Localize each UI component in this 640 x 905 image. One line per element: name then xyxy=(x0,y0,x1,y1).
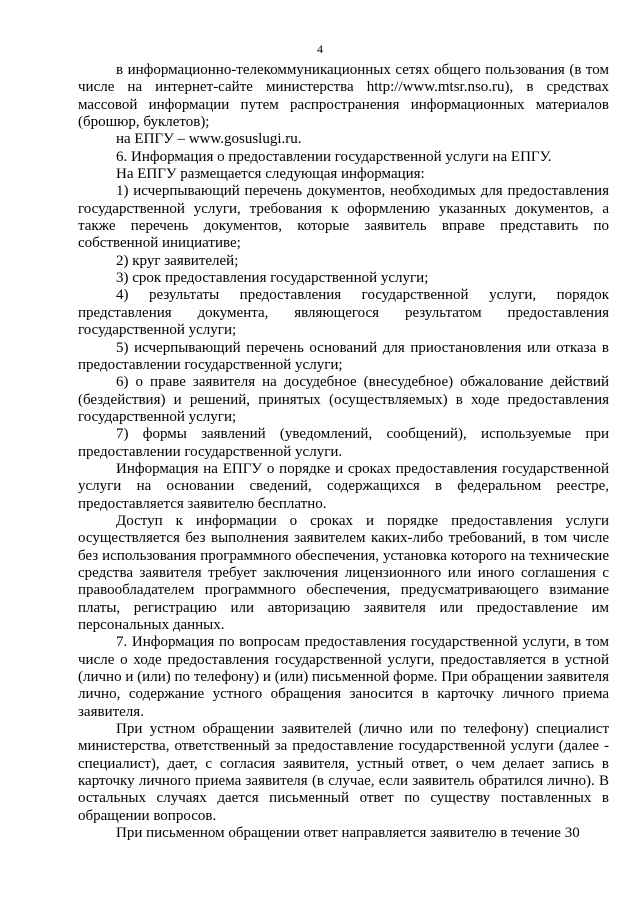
paragraph-free-info: Информация на ЕПГУ о порядке и сроках предоставления государственной услуги на основании сведений, содержащихся в федеральном реестре, предоставляется заявителю бесплатно. xyxy=(78,460,609,512)
list-item-6: 6) о праве заявителя на досудебное (внесудебное) обжалование действий (бездействия) и решений, принятых (осуществляемых) в ходе предоставления государственной услуги; xyxy=(78,374,609,425)
list-item-2: 2) круг заявителей; xyxy=(116,252,239,269)
paragraph-epgu-site: на ЕПГУ – www.gosuslugi.ru. xyxy=(116,131,302,148)
paragraph-info-channels: в информационно-телекоммуникационных сетях общего пользования (в том числе на интернет-сайте министерства http://www.mtsr.nso.ru), в средствах массовой информации путем распространения информационных материалов (брошюр, буклетов); xyxy=(78,62,609,131)
list-item-1: 1) исчерпывающий перечень документов, необходимых для предоставления государственной услуги, требования к оформлению указанных документов, а также перечень документов, которые заявитель вправе представить по собственной инициативе; xyxy=(78,183,609,252)
paragraph-epgu-list-intro: На ЕПГУ размещается следующая информация: xyxy=(116,166,425,183)
paragraph-oral-request: При устном обращении заявителей (лично или по телефону) специалист министерства, ответственный за предоставление государственной услуги (далее - специалист), дает, с согласия заявителя, устный ответ, о чем делает запись в карточку личного приема заявителя (в случае, если заявитель обратился лично). В остальных случаях дается письменный ответ по существу поставленных в обращении вопросов. xyxy=(78,721,609,824)
paragraph-written-request: При письменном обращении ответ направляется заявителю в течение 30 xyxy=(116,825,580,842)
paragraph-section-7: 7. Информация по вопросам предоставления государственной услуги, в том числе о ходе предоставления государственной услуги, предоставляется в устной (лично и (или) по телефону) и (или) письменной форме. При обращении заявителя лично, содержание устного обращения заносится в карточку личного приема заявителя. xyxy=(78,634,609,720)
list-item-7: 7) формы заявлений (уведомлений, сообщений), используемые при предоставлении государственной услуги. xyxy=(78,426,609,460)
document-body xyxy=(78,62,609,842)
list-item-3: 3) срок предоставления государственной услуги; xyxy=(116,270,429,287)
list-item-5: 5) исчерпывающий перечень оснований для приостановления или отказа в предоставлении государственной услуги; xyxy=(78,339,609,373)
paragraph-section-6: 6. Информация о предоставлении государственной услуги на ЕПГУ. xyxy=(116,148,552,165)
list-item-4: 4) результаты предоставления государственной услуги, порядок представления документа, являющегося результатом предоставления государственной услуги; xyxy=(78,287,609,339)
paragraph-access: Доступ к информации о сроках и порядке предоставления услуги осуществляется без выполнения заявителем каких-либо требований, в том числе без использования программного обеспечения, установка которого на технические средства заявителя требует заключения лицензионного или иного соглашения с правообладателем программного обеспечения, предусматривающего взимание платы, регистрацию или авторизацию заявителя или предоставление им персональных данных. xyxy=(78,512,609,633)
page-number: 4 xyxy=(317,42,323,56)
